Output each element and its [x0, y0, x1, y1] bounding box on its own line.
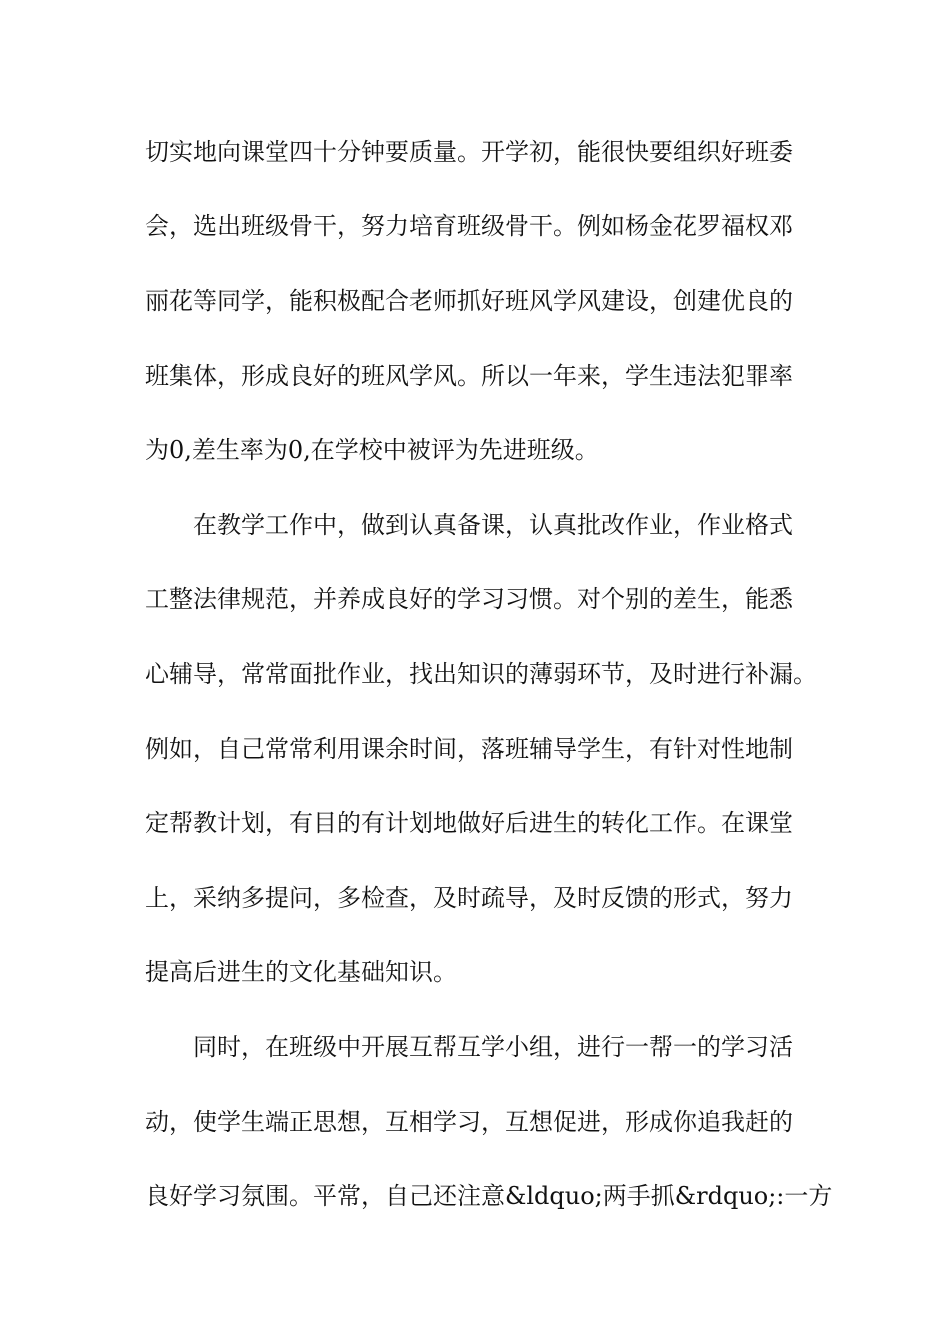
text-line: 例如，自己常常利用课余时间，落班辅导学生，有针对性地制 — [145, 735, 793, 763]
text-line: 丽花等同学，能积极配合老师抓好班风学风建设，创建优良的 — [145, 287, 793, 315]
text-line: 良好学习氛围。平常，自己还注意&ldquo;两手抓&rdquo;:一方 — [145, 1182, 833, 1210]
text-line: 同时，在班级中开展互帮互学小组，进行一帮一的学习活 — [145, 1033, 793, 1061]
text-line: 班集体，形成良好的班风学风。所以一年来，学生违法犯罪率 — [145, 362, 793, 390]
text-line: 定帮教计划，有目的有计划地做好后进生的转化工作。在课堂 — [145, 809, 793, 837]
text-line: 工整法律规范，并养成良好的学习习惯。对个别的差生，能悉 — [145, 585, 793, 613]
text-line: 在教学工作中，做到认真备课，认真批改作业，作业格式 — [145, 511, 793, 539]
text-line: 切实地向课堂四十分钟要质量。开学初，能很快要组织好班委 — [145, 138, 793, 166]
text-line: 会，选出班级骨干，努力培育班级骨干。例如杨金花罗福权邓 — [145, 212, 793, 240]
text-line: 为0,差生率为0,在学校中被评为先进班级。 — [145, 436, 599, 464]
text-line: 心辅导，常常面批作业，找出知识的薄弱环节，及时进行补漏。 — [145, 660, 817, 688]
text-line: 上，采纳多提问，多检查，及时疏导，及时反馈的形式，努力 — [145, 884, 793, 912]
text-line: 动，使学生端正思想，互相学习，互想促进，形成你追我赶的 — [145, 1108, 793, 1136]
text-line: 提高后进生的文化基础知识。 — [145, 958, 457, 986]
